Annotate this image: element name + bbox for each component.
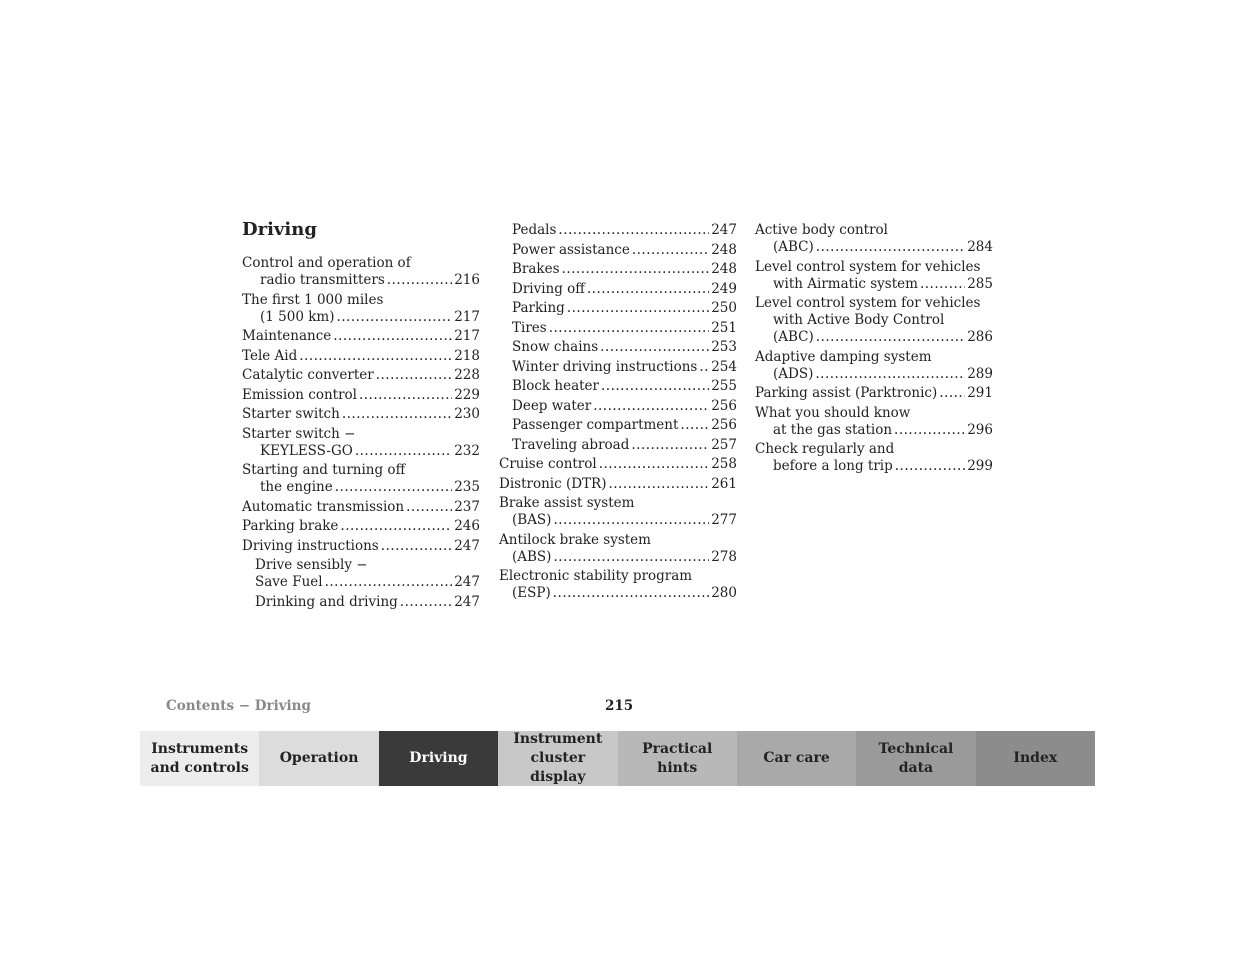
toc-column-2 xyxy=(499,222,737,605)
toc-entry[interactable] xyxy=(242,348,480,365)
toc-entry-text: radio transmitters xyxy=(260,272,385,288)
dot-leader xyxy=(562,261,710,278)
dot-leader xyxy=(336,309,452,326)
toc-entry-text: Pedals xyxy=(512,222,557,238)
toc-entry-text: KEYLESS-GO xyxy=(260,442,353,459)
toc-page-number: 216 xyxy=(454,272,480,288)
toc-entry[interactable] xyxy=(242,387,480,404)
toc-entry-text: with Active Body Control xyxy=(773,312,945,328)
toc-entry-text: Automatic transmission xyxy=(242,498,405,515)
toc-entry[interactable] xyxy=(499,242,737,259)
toc-entry-text: Emission control xyxy=(242,386,357,403)
dot-leader xyxy=(939,385,965,402)
toc-entry-text: Adaptive damping system xyxy=(755,348,932,365)
toc-entry[interactable] xyxy=(755,295,993,346)
toc-entry[interactable] xyxy=(499,320,737,337)
toc-entry-text: (ESP) xyxy=(512,585,551,601)
toc-entry[interactable] xyxy=(499,476,737,493)
toc-page-number: 296 xyxy=(967,421,993,438)
toc-entry-text: The first 1 000 miles xyxy=(242,291,384,308)
toc-page-number: 277 xyxy=(711,512,737,528)
toc-entry-text: Parking xyxy=(512,300,565,316)
toc-entry[interactable] xyxy=(499,378,737,395)
dot-leader xyxy=(608,476,709,493)
toc-page-number: 217 xyxy=(454,328,480,344)
toc-entry-text: Control and operation of xyxy=(242,255,411,271)
toc-entry-text: Starter switch xyxy=(242,406,340,422)
toc-page-number: 250 xyxy=(711,300,737,316)
dot-leader xyxy=(553,512,709,529)
toc-entry[interactable] xyxy=(242,406,480,423)
toc-entry-text: Deep water xyxy=(512,397,592,414)
chapter-tab-car-care[interactable]: Car care xyxy=(737,731,856,786)
toc-page-number: 289 xyxy=(967,365,993,382)
dot-leader xyxy=(816,239,965,256)
toc-page-number: 255 xyxy=(711,378,737,394)
toc-page-number: 285 xyxy=(967,275,993,292)
toc-page-number: 256 xyxy=(711,417,737,433)
toc-page-number: 248 xyxy=(711,241,737,258)
toc-page-number: 280 xyxy=(711,585,737,601)
toc-entry-text: Antilock brake system xyxy=(499,531,651,548)
toc-entry[interactable] xyxy=(499,417,737,434)
dot-leader xyxy=(600,339,709,356)
toc-entry-text: Tires xyxy=(512,319,547,336)
toc-entry-text: Winter driving instructions xyxy=(512,358,698,375)
toc-entry-text: Traveling abroad xyxy=(512,436,630,453)
toc-page-number: 257 xyxy=(711,436,737,453)
toc-page-number: 254 xyxy=(711,358,737,375)
toc-page-number: 237 xyxy=(454,498,480,515)
toc-entry[interactable] xyxy=(242,518,480,535)
toc-entry-text: What you should know xyxy=(755,404,911,421)
dot-leader xyxy=(895,458,965,475)
chapter-tab-operation[interactable]: Operation xyxy=(259,731,378,786)
toc-entry-text: Brake assist system xyxy=(499,495,635,511)
toc-entry-text: Tele Aid xyxy=(242,347,298,364)
toc-entry[interactable] xyxy=(499,359,737,376)
toc-entry-text: Parking brake xyxy=(242,518,339,534)
toc-entry[interactable] xyxy=(499,495,737,529)
toc-entry-text: Drive sensibly − xyxy=(255,557,368,573)
chapter-tab-driving[interactable]: Driving xyxy=(379,731,498,786)
toc-page-number: 256 xyxy=(711,397,737,414)
toc-entry-text: Parking assist (Parktronic) xyxy=(755,385,938,401)
toc-entry-text: before a long trip xyxy=(773,458,893,474)
toc-entry[interactable] xyxy=(755,405,993,439)
toc-entry-text: with Airmatic system xyxy=(773,275,918,292)
toc-entry[interactable] xyxy=(242,328,480,345)
toc-entry[interactable] xyxy=(755,385,993,402)
dot-leader xyxy=(376,367,453,384)
page-number: 215 xyxy=(605,698,634,714)
chapter-tab-index[interactable]: Index xyxy=(976,731,1095,786)
toc-page-number: 278 xyxy=(711,548,737,565)
toc-page-number: 246 xyxy=(454,518,480,534)
dot-leader xyxy=(359,387,452,404)
toc-entry-text: Driving off xyxy=(512,280,585,297)
toc-entry[interactable] xyxy=(755,441,993,475)
toc-entry-text: Maintenance xyxy=(242,328,332,344)
dot-leader xyxy=(920,276,965,293)
dot-leader xyxy=(894,422,965,439)
dot-leader xyxy=(632,242,709,259)
dot-leader xyxy=(567,300,709,317)
toc-page-number: 286 xyxy=(967,329,993,345)
dot-leader xyxy=(400,594,452,611)
dot-leader xyxy=(553,549,709,566)
dot-leader xyxy=(381,538,452,555)
dot-leader xyxy=(587,281,709,298)
toc-entry-text: Cruise control xyxy=(499,456,597,472)
dot-leader xyxy=(680,417,709,434)
toc-page-number: 284 xyxy=(967,239,993,255)
dot-leader xyxy=(549,320,710,337)
toc-entry-text: Catalytic converter xyxy=(242,367,374,383)
toc-entry-text: Power assistance xyxy=(512,241,630,258)
toc-entry-text: Passenger compartment xyxy=(512,417,679,433)
toc-page-number: 232 xyxy=(454,442,480,459)
toc-page-number: 291 xyxy=(967,385,993,401)
dot-leader xyxy=(355,443,452,460)
toc-entry[interactable] xyxy=(499,300,737,317)
toc-entry[interactable] xyxy=(499,398,737,415)
toc-page-number: 248 xyxy=(711,261,737,277)
toc-entry[interactable] xyxy=(242,462,480,496)
dot-leader xyxy=(815,366,965,383)
toc-page-number: 235 xyxy=(454,479,480,495)
toc-page-number: 218 xyxy=(454,347,480,364)
toc-entry-text: Save Fuel xyxy=(255,574,323,590)
toc-page-number: 247 xyxy=(711,222,737,238)
chapter-tab-technical-data[interactable]: Technical data xyxy=(856,731,975,786)
dot-leader xyxy=(342,406,452,423)
chapter-tab-instrument-cluster-display[interactable]: Instrument cluster display xyxy=(498,731,617,786)
dot-leader xyxy=(553,585,709,602)
dot-leader xyxy=(387,272,452,289)
toc-page-number: 251 xyxy=(711,319,737,336)
toc-page-number: 299 xyxy=(967,458,993,474)
toc-entry-text: (ABS) xyxy=(512,548,552,565)
dot-leader xyxy=(631,437,709,454)
toc-entry-text: Brakes xyxy=(512,261,560,277)
toc-page-number: 247 xyxy=(454,574,480,590)
toc-entry-text: the engine xyxy=(260,479,333,495)
toc-entry-text: Level control system for vehicles xyxy=(755,258,981,275)
toc-entry-text: (BAS) xyxy=(512,512,552,528)
footer-breadcrumb: Contents − Driving xyxy=(166,698,311,714)
toc-entry[interactable] xyxy=(755,259,993,293)
dot-leader xyxy=(406,499,452,516)
toc-column-1 xyxy=(242,255,480,613)
dot-leader xyxy=(335,479,452,496)
toc-entry[interactable] xyxy=(499,339,737,356)
toc-entry[interactable] xyxy=(755,349,993,383)
dot-leader xyxy=(601,378,709,395)
toc-entry[interactable] xyxy=(499,568,737,602)
toc-page-number: 253 xyxy=(711,339,737,355)
dot-leader xyxy=(599,456,710,473)
toc-entry-text: Active body control xyxy=(755,222,888,238)
toc-column-3 xyxy=(755,222,993,478)
toc-entry[interactable] xyxy=(499,532,737,566)
dot-leader xyxy=(333,328,452,345)
dot-leader xyxy=(325,574,453,591)
toc-entry[interactable] xyxy=(499,456,737,473)
toc-entry-text: (ABC) xyxy=(773,329,814,345)
toc-entry-text: Block heater xyxy=(512,378,599,394)
chapter-tab-bar xyxy=(140,731,1095,786)
chapter-tab-practical-hints[interactable]: Practical hints xyxy=(618,731,737,786)
dot-leader xyxy=(558,222,709,239)
toc-entry-text: (1 500 km) xyxy=(260,308,335,325)
toc-page-number: 228 xyxy=(454,367,480,383)
toc-entry[interactable] xyxy=(499,261,737,278)
toc-entry-text: Driving instructions xyxy=(242,537,379,554)
toc-entry-text: Check regularly and xyxy=(755,441,895,457)
dot-leader xyxy=(593,398,709,415)
toc-entry[interactable] xyxy=(242,292,480,326)
toc-page-number: 258 xyxy=(711,456,737,472)
chapter-tab-instruments-and-controls[interactable]: Instruments and controls xyxy=(140,731,259,786)
dot-leader xyxy=(340,518,452,535)
toc-entry-text: Snow chains xyxy=(512,339,599,355)
toc-entry[interactable] xyxy=(242,499,480,516)
toc-entry-text: Drinking and driving xyxy=(255,593,398,610)
toc-entry-text: Electronic stability program xyxy=(499,568,693,584)
toc-entry[interactable] xyxy=(242,367,480,384)
toc-entry[interactable] xyxy=(242,557,480,591)
toc-page-number: 261 xyxy=(711,475,737,492)
toc-entry[interactable] xyxy=(242,255,480,289)
toc-entry-text: Level control system for vehicles xyxy=(755,295,981,311)
toc-entry-text: Starting and turning off xyxy=(242,462,406,478)
toc-entry[interactable] xyxy=(242,538,480,555)
toc-page-number: 249 xyxy=(711,280,737,297)
toc-entry-text: (ABC) xyxy=(773,239,814,255)
toc-entry-text: at the gas station xyxy=(773,421,893,438)
dot-leader xyxy=(816,329,965,346)
toc-page-number: 217 xyxy=(454,308,480,325)
toc-entry[interactable] xyxy=(499,281,737,298)
toc-page-number: 247 xyxy=(454,593,480,610)
toc-entry-text: (ADS) xyxy=(773,365,814,382)
toc-entry[interactable] xyxy=(755,222,993,256)
toc-entry-text: Starter switch − xyxy=(242,425,356,442)
section-title: Driving xyxy=(242,219,317,240)
dot-leader xyxy=(299,348,452,365)
toc-page-number: 229 xyxy=(454,386,480,403)
toc-entry-text: Distronic (DTR) xyxy=(499,475,607,492)
toc-entry[interactable] xyxy=(499,437,737,454)
toc-page-number: 247 xyxy=(454,537,480,554)
toc-page-number: 230 xyxy=(454,406,480,422)
toc-entry[interactable] xyxy=(499,222,737,239)
toc-entry[interactable] xyxy=(242,594,480,611)
toc-entry[interactable] xyxy=(242,426,480,460)
dot-leader xyxy=(699,359,709,376)
